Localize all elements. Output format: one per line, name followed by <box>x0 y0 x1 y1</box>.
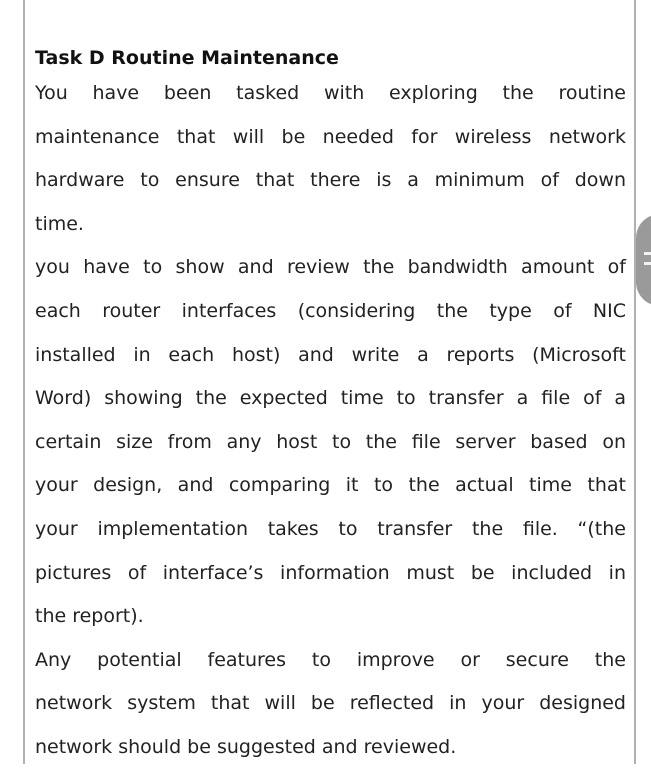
text-line: maintenance that will be needed for wireless network <box>35 125 626 148</box>
text-line: pictures of interface’s information must be included in <box>35 561 626 584</box>
text-line: time. <box>35 212 84 235</box>
text-line: certain size from any host to the file server based on <box>35 430 626 453</box>
text-line: your implementation takes to transfer the file. “(the <box>35 517 626 540</box>
text-line: You have been tasked with exploring the routine <box>35 82 626 104</box>
text-line: the report). <box>35 605 144 628</box>
text-line: you have to show and review the bandwidth amount of <box>35 256 626 279</box>
text-line: Word) showing the expected time to transfer a file of a <box>35 387 626 410</box>
section-title: Task D Routine Maintenance <box>35 47 339 69</box>
text-line: hardware to ensure that there is a minimum of down <box>35 169 626 192</box>
text-line: installed in each host) and write a reports (Microsoft <box>35 343 626 366</box>
text-line: network system that will be reflected in your designed <box>35 692 626 715</box>
text-line: Any potential features to improve or secure the <box>35 648 626 671</box>
text-line: network should be suggested and reviewed. <box>35 735 457 758</box>
paragraph-features <box>35 639 626 770</box>
side-panel-handle[interactable] <box>636 214 651 306</box>
text-line: each router interfaces (considering the type of NIC <box>35 299 626 322</box>
text-line: your design, and comparing it to the actual time that <box>35 474 626 497</box>
paragraph-intro <box>35 72 626 246</box>
document-content <box>35 44 626 770</box>
paragraph-bandwidth <box>35 246 626 638</box>
